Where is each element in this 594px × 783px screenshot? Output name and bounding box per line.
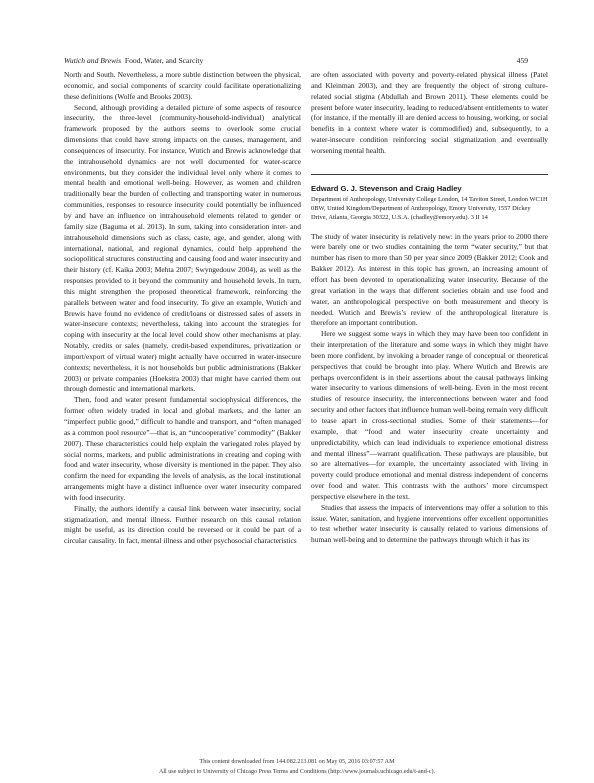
- comment-affiliation: Department of Anthropology, University College London, 14 Taviton Street, London WC1H 0BW, United Kingdom/Department of Anthropology, Emory University, 1557 Dickey Drive, Atlanta, Georgia 30322, U.S.A. (chadley@emory.edu). 3 II 14: [311, 195, 548, 222]
- section-divider: [311, 174, 548, 175]
- paragraph: Here we suggest some ways in which they may have been too confident in their interpretation of the literature and some ways in which they might have been more confident, by invoking a broader range of conceptual or theoretical perspectives that could be brought into play. Where Wutich and Brewis are perhaps overconfident is in their assertions about the causal pathways linking water insecurity to various dimensions of well-being. Even in the most recent studies of resource insecurity, the interconnections between water and food security and other factors that influence human well-being remain very difficult to tease apart in cross-sectional studies. Some of their statements—for example, that “food and water insecurity create uncertainty and unpredictability, which can lead individuals to experience emotional distress and mental illness”—warrant qualification. These pathways are plausible, but so are alternatives—for example, the uncertainty associated with living in poverty could produce emotional and mental distress independent of concerns over food and water. This contrasts with the authors’ more circumspect perspective elsewhere in the text.: [311, 329, 548, 501]
- running-authors: Wutich and Brewis: [64, 56, 122, 65]
- download-footer: [0, 758, 594, 777]
- paragraph: Studies that assess the impacts of interventions may offer a solution to this issue. Water, sanitation, and hygiene interventions offer excellent opportunities to test whether water insecurity is causally related to various dimensions of human well-being and to determine the pathways through which it has its: [311, 502, 548, 545]
- running-header: [64, 56, 528, 66]
- left-column: [64, 70, 301, 547]
- running-article-title: Food, Water, and Scarcity: [124, 56, 204, 65]
- footer-line: This content downloaded from 144.082.213.081 on May 05, 2016 03:07:57 AM: [199, 759, 395, 765]
- paragraph: Second, although providing a detailed picture of some aspects of resource insecurity, the three-level (community-household-individual) analytical framework proposed by the authors seems to overlook some crucial dimensions that could have strong impacts on the causes, management, and consequences of insecurity. For instance, Wutich and Brewis acknowledge that the intrahousehold dynamics are not well documented for water-scarce environments, but they consider the individual level only where it comes to mental health and emotional well-being. However, as women and children traditionally bear the burden of collecting and transporting water in numerous communities, responses to resource insecurity could potentially be influenced by and have an influence on intrahousehold elements related to gender or family size (Baguma et al. 2013). In sum, taking into consideration inter- and intrahousehold dimensions such as class, caste, age, and gender, along with international, national, and regional dynamics, could help apprehend the sociopolitical structures constructing and causing food and water insecurity and their history (cf. Kaika 2003; Mehta 2007; Swyngedouw 2004), as well as the responses provided to it beyond the community and household levels. In turn, this might strengthen the proposed theoretical framework, reinforcing the parallels between water and food insecurity. To give an example, Wutich and Brewis have found no evidence of credit/loans or distressed sales of assets in water-insecure contexts; nevertheless, taking into account the strategies for coping with insecurity at the local level could show other mechanisms at play. Notably, credits or sales (namely, credit-based expenditures, privatization or import/export of virtual water) might actually have occurred in water-insecure contexts; nevertheless, it is not households but public administrations (Bakker 2003) or private companies (Hoekstra 2003) that might have carried them out through domestic and international markets.: [64, 102, 301, 394]
- comment-authors: Edward G. J. Stevenson and Craig Hadley: [311, 183, 462, 193]
- running-title: [64, 56, 203, 66]
- right-column: [311, 70, 548, 546]
- paragraph: Finally, the authors identify a causal link between water insecurity, social stigmatization, and mental illness. Further research on this causal relation might be useful, as its direction could be reversed or it could be part of a circular causality. In fact, mental illness and other psychosocial characteristics: [64, 503, 301, 546]
- paragraph: Then, food and water present fundamental sociophysical differences, the former often widely traded in local and global markets, and the latter an “imperfect public good,” difficult to handle and transport, and “often managed as a common pool resource”—that is, an “uncooperative’ commodity” (Bakker 2007). These characteristics could help explain the variegated roles played by social norms, markets, and public administrations in creating and coping with food and water insecurity, whose diversity is mentioned in the paper. They also confirm the need for expanding the levels of analysis, as the local institutional arrangements might have a distinct influence over water insecurity compared with food insecurity.: [64, 395, 301, 502]
- footer-line: All use subject to University of Chicago Press Terms and Conditions (http://www.journals.uchicago.edu/t-and-c).: [158, 768, 436, 775]
- paragraph: North and South. Nevertheless, a more subtle distinction between the physical, economic, and social components of scarcity could facilitate operationalizing these definitions (Wolfe and Brooks 2003).: [64, 70, 301, 101]
- paragraph: are often associated with poverty and poverty-related physical illness (Patel and Kleinman 2003), and they are frequently the object of strong culture-related social stigma (Abdullah and Brown 2011). These elements could be present before water insecurity, leading to reduced/absent entitlements to water (for instance, if the mentally ill are denied access to housing, working, or social benefits in a context where water is commodified) and, subsequently, to a water-insecure condition reinforcing social stigmatization and eventually worsening mental health.: [311, 70, 548, 155]
- paragraph: The study of water insecurity is relatively new: in the years prior to 2000 there were barely one or two studies containing the term “water security,” but that number has risen to more than 50 per year since 2009 (Bakker 2012; Cook and Bakker 2012). As interest in this topic has grown, an increasing amount of effort has been devoted to operationalizing water insecurity. Because of the great variation in the ways that different societies obtain and use food and water, an anthropological perspective on both measurement and theory is needed. Wutich and Brewis’s review of the anthropological literature is therefore an important contribution.: [311, 231, 548, 328]
- page-number: 459: [516, 56, 528, 65]
